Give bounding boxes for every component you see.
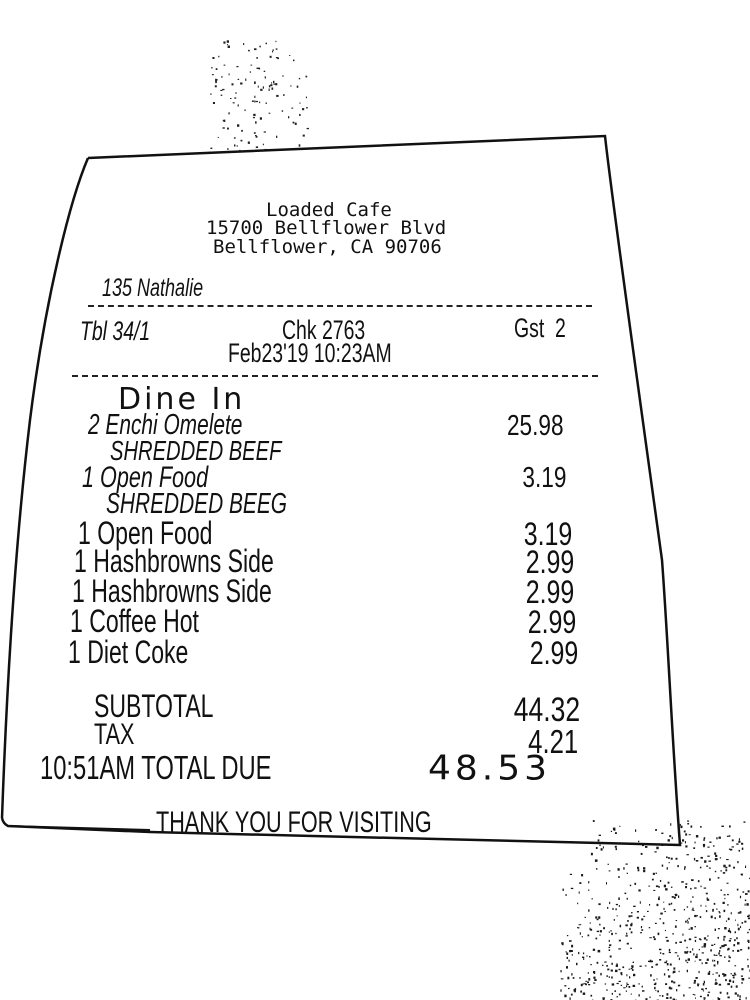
item-modifier: SHREDDED BEEF: [110, 435, 282, 466]
order-type: Dine In: [118, 382, 246, 417]
item-line: 2 Enchi Omelete: [88, 409, 243, 441]
item-modifier: SHREDDED BEEG: [106, 488, 288, 520]
item-line: 1 Coffee Hot: [70, 603, 199, 639]
item-price: 3.19: [523, 516, 572, 552]
table-number: Tbl 34/1: [80, 316, 151, 346]
address-line-1: 15700 Bellflower Blvd: [206, 217, 447, 239]
item-price: 3.19: [521, 462, 566, 494]
address-line-2: Bellflower, CA 90706: [213, 236, 442, 258]
item-price: 2.99: [525, 544, 574, 580]
tax-value: 4.21: [527, 723, 578, 760]
total-due-label: 10:51AM TOTAL DUE: [40, 749, 272, 786]
tax-label: TAX: [94, 718, 135, 751]
divider-top: [88, 305, 592, 307]
footer-message: THANK YOU FOR VISITING: [156, 806, 432, 839]
check-datetime: Feb23'19 10:23AM: [228, 338, 392, 368]
item-line: 1 Open Food: [82, 461, 209, 494]
server-name: 135 Nathalie: [102, 274, 204, 302]
item-price: 2.99: [529, 635, 578, 671]
guest-count: Gst 2: [514, 313, 566, 343]
business-name: Loaded Cafe: [266, 199, 392, 221]
item-price: 25.98: [507, 410, 564, 442]
subtotal-value: 44.32: [513, 691, 580, 729]
total-due-value: 48.53: [428, 749, 552, 789]
divider-bottom: [72, 375, 598, 377]
item-price: 2.99: [527, 604, 576, 640]
subtotal-label: SUBTOTAL: [94, 688, 214, 724]
item-price: 2.99: [525, 574, 574, 610]
check-number: Chk 2763: [282, 315, 366, 345]
item-line: 1 Diet Coke: [68, 634, 189, 670]
item-line: 1 Hashbrowns Side: [72, 573, 272, 609]
item-line: 1 Open Food: [78, 515, 213, 551]
item-line: 1 Hashbrowns Side: [74, 543, 274, 579]
